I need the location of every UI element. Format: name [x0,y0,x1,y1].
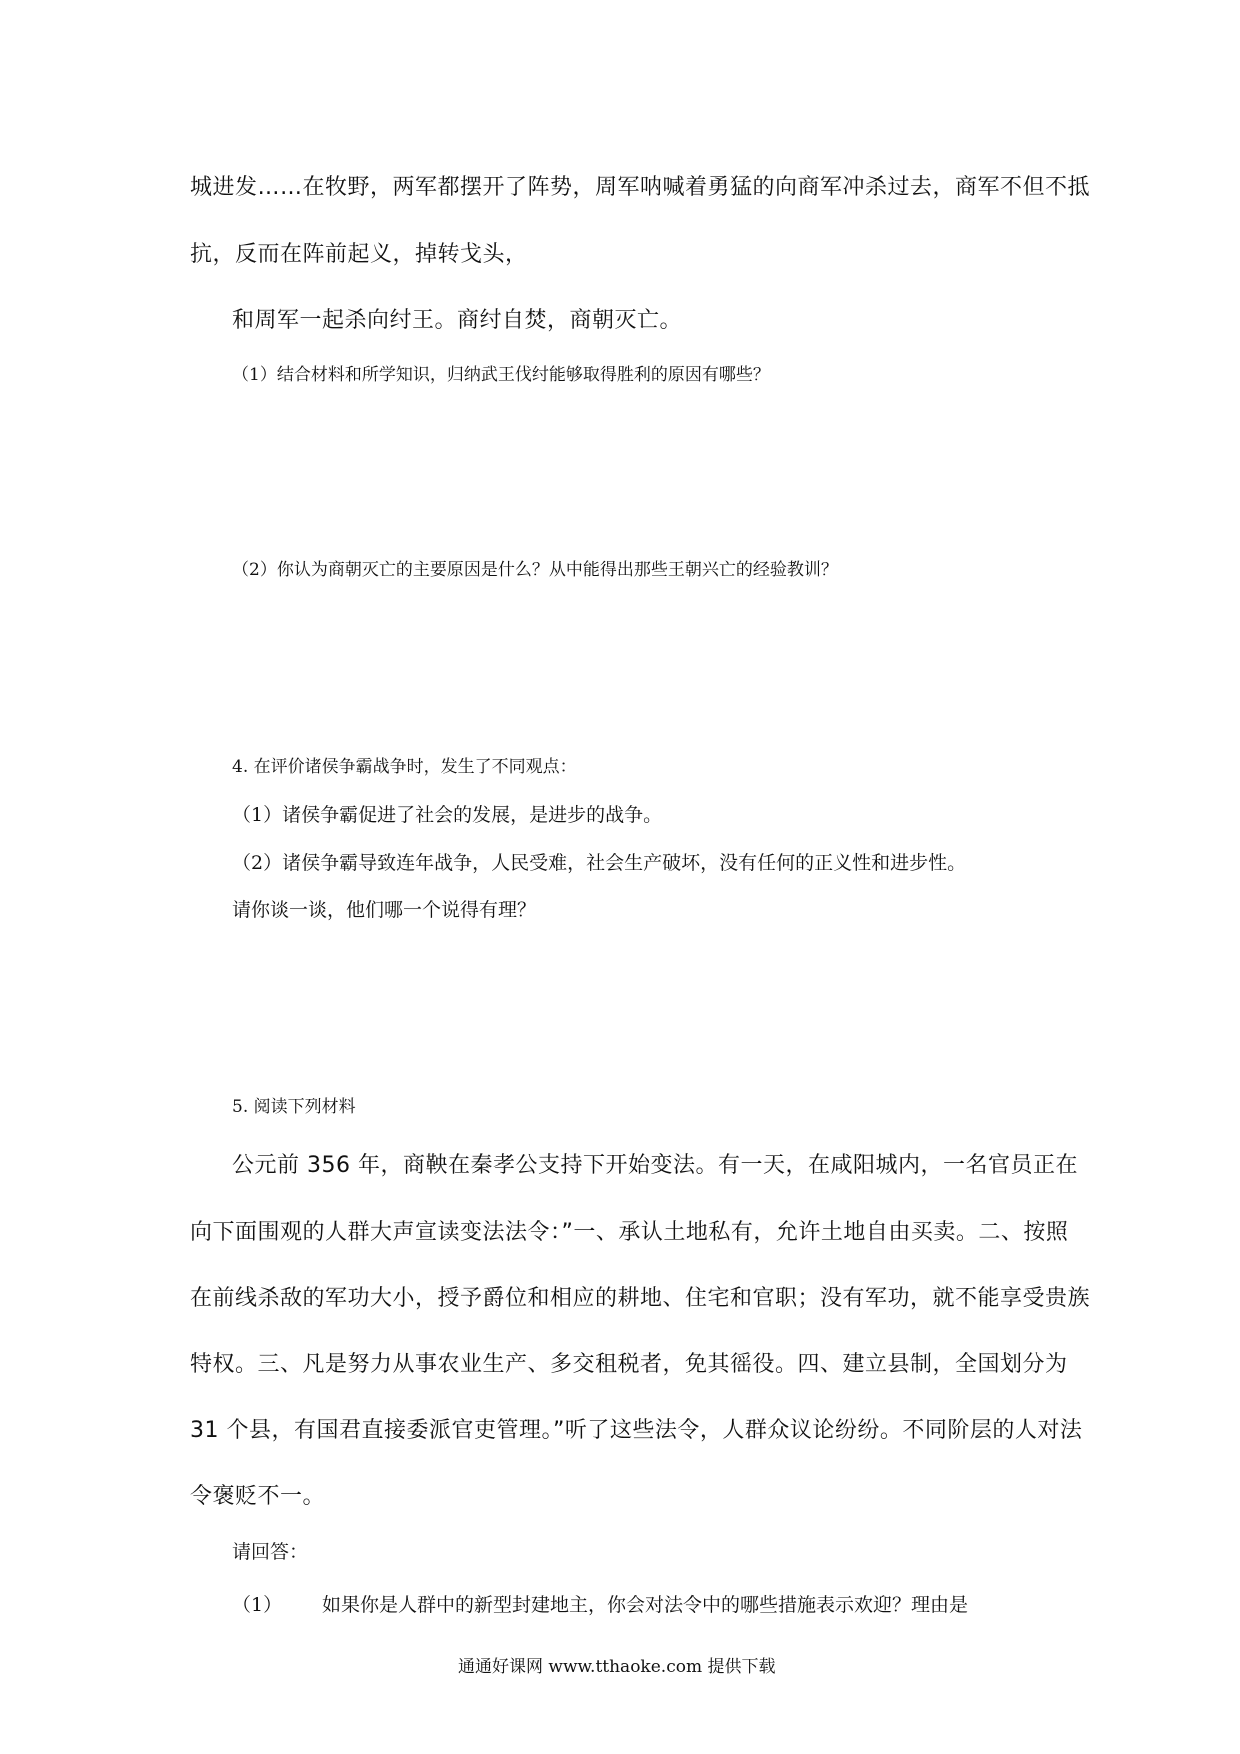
question5-para-line3: 在前线杀敌的军功大小，授予爵位和相应的耕地、住宅和官职；没有军功，就不能享受贵族 [190,1286,1091,1311]
material3-line2: 抗，反而在阵前起义，掉转戈头， [190,242,528,267]
question5-sub1-text: 如果你是人群中的新型封建地主，你会对法令中的哪些措施表示欢迎？理由是 [322,1594,969,1616]
question3-sub1: （1）结合材料和所学知识，归纳武王伐纣能够取得胜利的原因有哪些？ [232,365,770,385]
question5-sub1-number: （1） [232,1594,283,1616]
question4-view1: （1）诸侯争霸促进了社会的发展，是进步的战争。 [232,804,663,826]
question5-para-line1: 公元前 356 年，商鞅在秦孝公支持下开始变法。有一天，在咸阳城内，一名官员正在 [232,1153,1078,1178]
question3-sub2: （2）你认为商朝灭亡的主要原因是什么？从中能得出那些王朝兴亡的经验教训？ [232,560,838,580]
question5-answer-label: 请回答： [232,1541,309,1563]
page-footer: 通通好课网 www.tthaoke.com 提供下载 [458,1657,776,1677]
question4-title: 4. 在评价诸侯争霸战争时，发生了不同观点： [232,757,577,777]
question5-para-line5: 31 个县，有国君直接委派官吏管理。”听了这些法令，人群众议论纷纷。不同阶层的人对法 [190,1418,1083,1443]
question4-prompt: 请你谈一谈，他们哪一个说得有理？ [232,899,537,921]
question5-title: 5. 阅读下列材料 [232,1097,356,1117]
question5-para-line2: 向下面围观的人群大声宣读变法法令：”一、承认土地私有，允许土地自由买卖。二、按照 [190,1220,1069,1245]
material3-line1: 城进发……在牧野，两军都摆开了阵势，周军呐喊着勇猛的向商军冲杀过去，商军不但不抵 [190,175,1091,200]
material3-line3: 和周军一起杀向纣王。商纣自焚，商朝灭亡。 [232,308,683,333]
question4-view2: （2）诸侯争霸导致连年战争，人民受难，社会生产破坏，没有任何的正义性和进步性。 [232,852,967,874]
question5-para-line6: 令褒贬不一。 [190,1484,326,1509]
question5-para-line4: 特权。三、凡是努力从事农业生产、多交租税者，免其徭役。四、建立县制，全国划分为 [190,1352,1068,1377]
